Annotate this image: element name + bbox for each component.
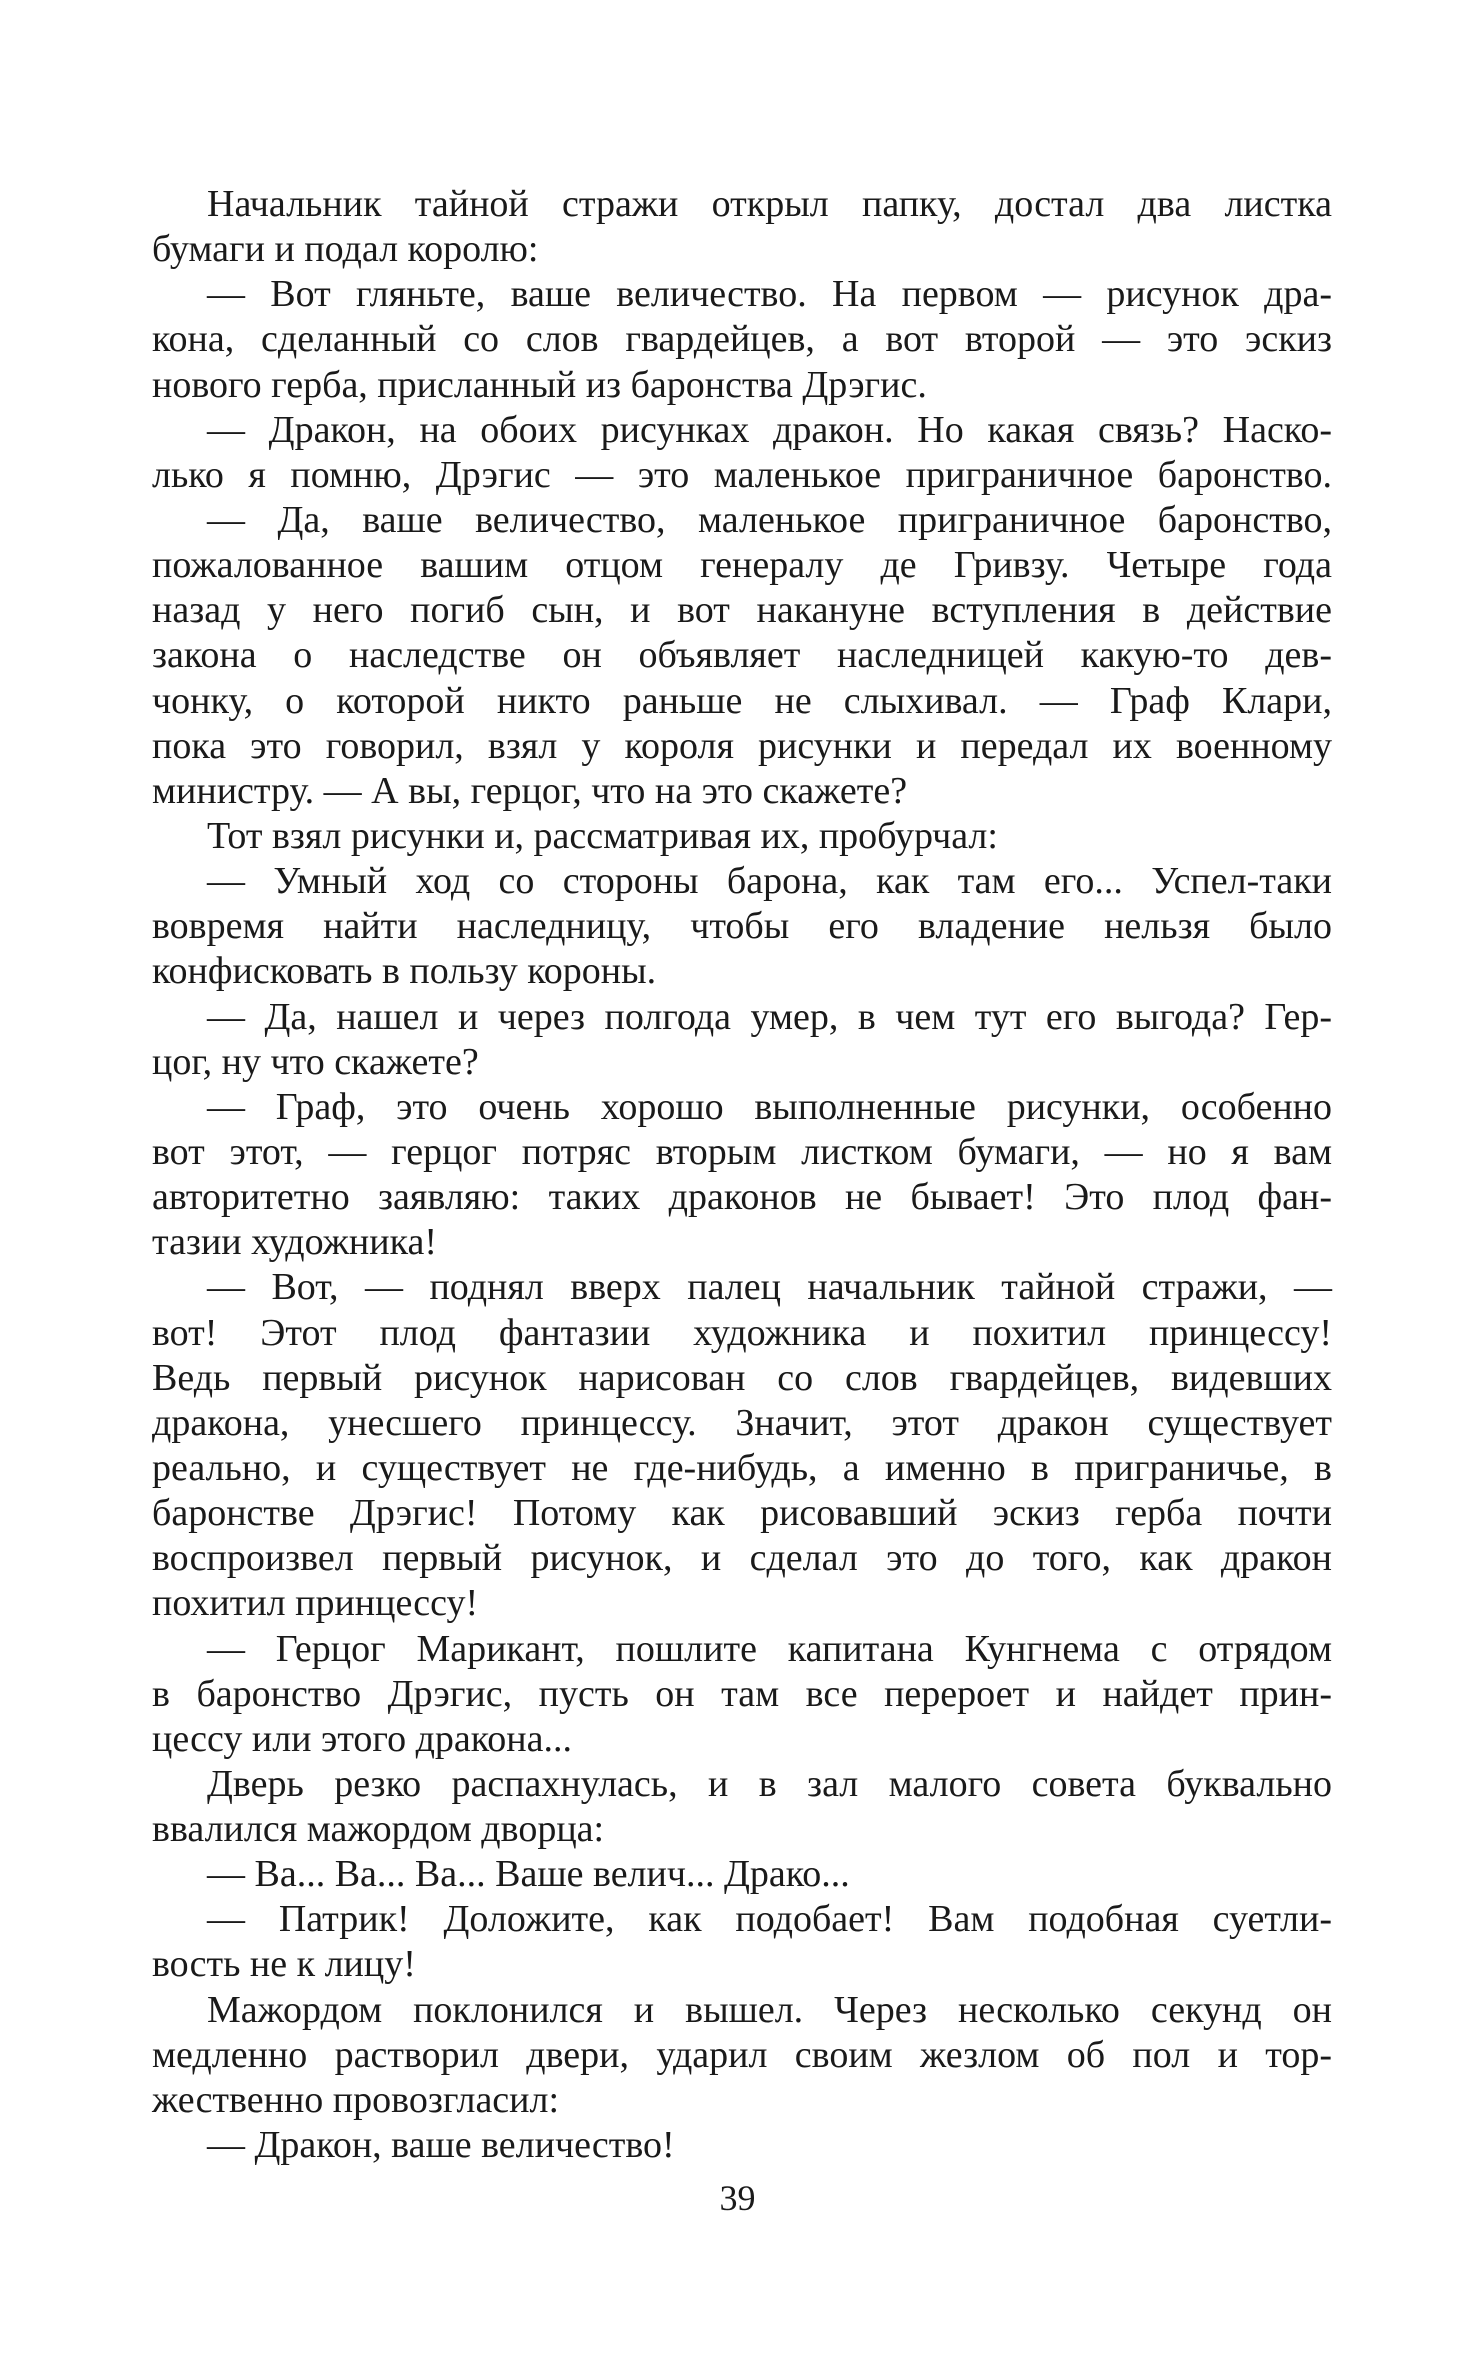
text-line: — Вот гляньте, ваше величество. На первом — рисунок дра- bbox=[207, 273, 1332, 316]
body-text bbox=[152, 182, 1332, 2168]
text-line: в баронство Дрэгис, пусть он там все перероет и найдет прин- bbox=[152, 1672, 1332, 1715]
text-line: Ведь первый рисунок нарисован со слов гвардейцев, видевших bbox=[152, 1356, 1332, 1399]
text-line: жественно провозгласил: bbox=[152, 2078, 560, 2121]
text-line: — Да, нашел и через полгода умер, в чем тут его выгода? Гер- bbox=[207, 995, 1332, 1038]
text-line: медленно растворил двери, ударил своим жезлом об пол и тор- bbox=[152, 2033, 1332, 2076]
text-line: закона о наследстве он объявляет наследницей какую-то дев- bbox=[152, 634, 1332, 677]
text-line: конфисковать в пользу короны. bbox=[152, 950, 657, 993]
text-line: Тот взял рисунки и, рассматривая их, пробурчал: bbox=[207, 814, 998, 857]
text-line: пожалованное вашим отцом генералу де Гривзу. Четыре года bbox=[152, 544, 1332, 587]
text-line: вот! Этот плод фантазии художника и похитил принцессу! bbox=[152, 1311, 1332, 1354]
text-line: тазии художника! bbox=[152, 1221, 437, 1264]
text-line: Дверь резко распахнулась, и в зал малого совета буквально bbox=[207, 1762, 1332, 1805]
text-line: — Вот, — поднял вверх палец начальник тайной стражи, — bbox=[207, 1266, 1332, 1309]
text-line: — Да, ваше величество, маленькое приграничное баронство, bbox=[207, 498, 1332, 541]
text-line: авторитетно заявляю: таких драконов не бывает! Это плод фан- bbox=[152, 1176, 1332, 1219]
text-line: Начальник тайной стражи открыл папку, достал два листка bbox=[207, 183, 1332, 225]
text-line: министру. — А вы, герцог, что на это скажете? bbox=[152, 769, 908, 812]
text-line: вость не к лицу! bbox=[152, 1943, 416, 1986]
text-line: ввалился мажордом дворца: bbox=[152, 1808, 605, 1851]
text-line: реально, и существует не где-нибудь, а именно в приграничье, в bbox=[152, 1446, 1332, 1489]
text-line: цог, ну что скажете? bbox=[152, 1040, 479, 1083]
text-line: вот этот, — герцог потряс вторым листком бумаги, — но я вам bbox=[152, 1130, 1332, 1173]
text-line: — Граф, это очень хорошо выполненные рисунки, особенно bbox=[207, 1085, 1332, 1128]
text-line: цессу или этого дракона... bbox=[152, 1717, 573, 1760]
text-line: Мажордом поклонился и вышел. Через несколько секунд он bbox=[207, 1988, 1332, 2031]
text-line: — Ва... Ва... Ва... Ваше велич... Драко... bbox=[207, 1853, 850, 1896]
text-line: пока это говорил, взял у короля рисунки и передал их военному bbox=[152, 724, 1332, 767]
text-line: дракона, унесшего принцессу. Значит, этот дракон существует bbox=[152, 1401, 1332, 1444]
text-line: баронстве Дрэгис! Потому как рисовавший эскиз герба почти bbox=[152, 1492, 1332, 1535]
text-line: кона, сделанный со слов гвардейцев, а вот второй — это эскиз bbox=[152, 318, 1332, 361]
text-line: назад у него погиб сын, и вот накануне вступления в действие bbox=[152, 589, 1332, 632]
text-line: — Умный ход со стороны барона, как там его... Успел-таки bbox=[207, 860, 1332, 903]
text-line: — Патрик! Доложите, как подобает! Вам подобная суетли- bbox=[207, 1898, 1332, 1941]
text-line: — Дракон, на обоих рисунках дракон. Но какая связь? Наско- bbox=[207, 408, 1332, 451]
text-line: — Дракон, ваше величество! bbox=[207, 2124, 675, 2167]
text-line: воспроизвел первый рисунок, и сделал это до того, как дракон bbox=[152, 1537, 1332, 1580]
text-line: бумаги и подал королю: bbox=[152, 228, 539, 271]
text-line: чонку, о которой никто раньше не слыхивал. — Граф Клари, bbox=[152, 679, 1332, 722]
text-line: похитил принцессу! bbox=[152, 1582, 479, 1625]
text-line: лько я помню, Дрэгис — это маленькое приграничное баронство. bbox=[152, 453, 1332, 496]
text-line: вовремя найти наследницу, чтобы его владение нельзя было bbox=[152, 905, 1332, 948]
text-line: — Герцог Марикант, пошлите капитана Кунгнема с отрядом bbox=[207, 1627, 1332, 1670]
text-line: нового герба, присланный из баронства Дрэгис. bbox=[152, 363, 927, 406]
page-number: 39 bbox=[719, 2178, 756, 2218]
